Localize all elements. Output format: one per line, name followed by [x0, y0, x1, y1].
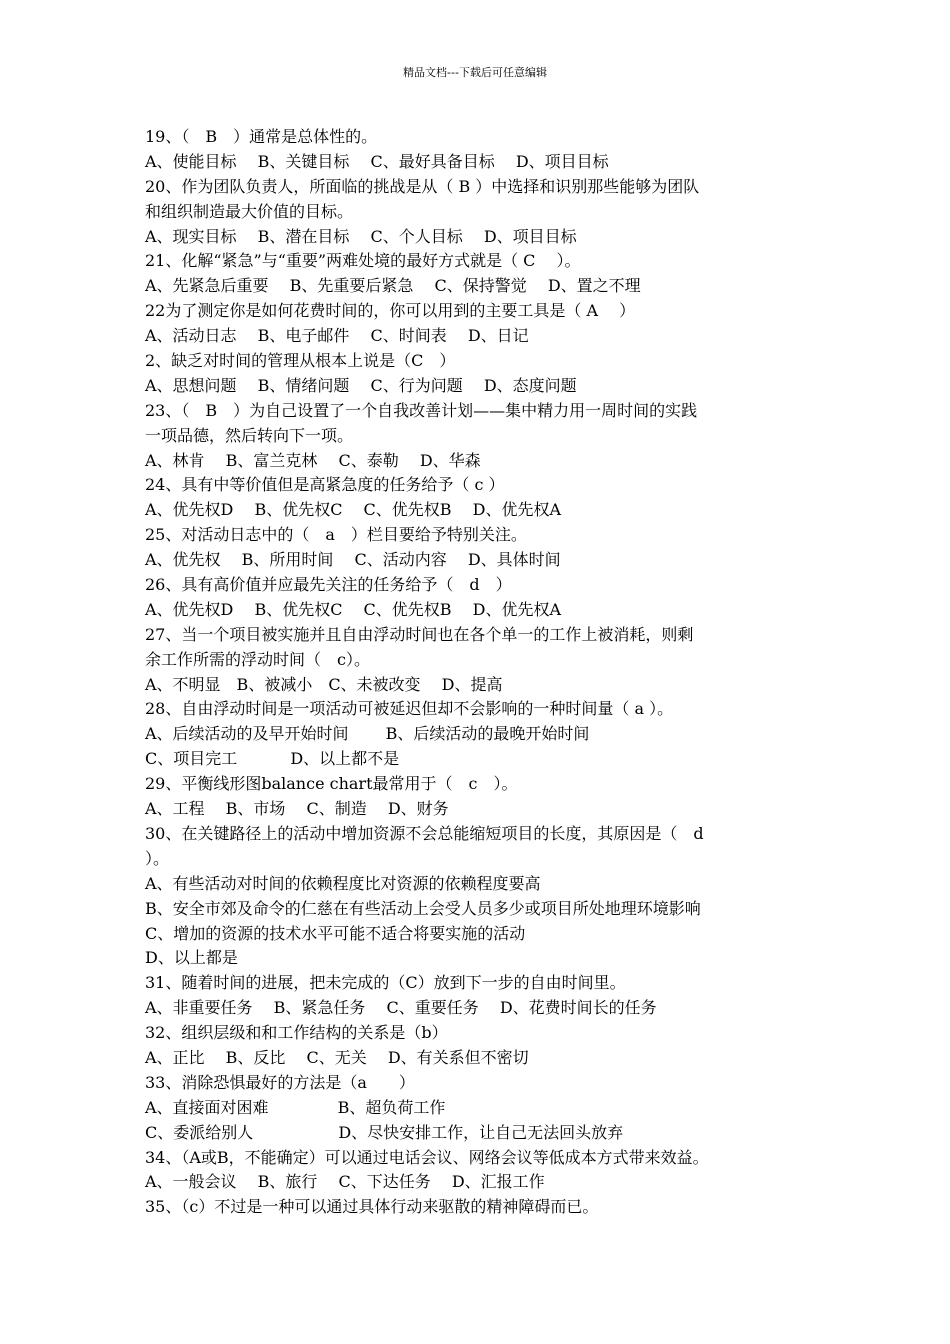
text-line: 20、作为团队负责人，所面临的挑战是从（ B ）中选择和识别那些能够为团队	[145, 176, 700, 196]
text-line: A、优先权D B、优先权C C、优先权B D、优先权A	[145, 599, 562, 619]
text-line: A、后续活动的及早开始时间 B、后续活动的最晚开始时间	[145, 724, 590, 744]
text-line: 和组织制造最大价值的目标。	[145, 201, 354, 221]
text-line: 33、消除恐惧最好的方法是（a ）	[145, 1072, 415, 1092]
page-header: 精品文档---下载后可任意编辑	[403, 66, 547, 79]
text-line: A、优先权 B、所用时间 C、活动内容 D、具体时间	[145, 550, 561, 570]
text-line: D、以上都是	[145, 948, 238, 968]
text-line: A、活动日志 B、电子邮件 C、时间表 D、日记	[145, 326, 529, 346]
text-line: 29、平衡线形图balance chart最常用于（ c ）。	[145, 774, 518, 794]
text-line: A、有些活动对时间的依赖程度比对资源的依赖程度要高	[145, 873, 541, 893]
text-line: 24、具有中等价值但是高紧急度的任务给予（ c ）	[145, 475, 505, 495]
text-line: A、使能目标 B、关键目标 C、最好具备目标 D、项目目标	[145, 151, 609, 171]
document-body	[145, 125, 825, 1220]
text-line: C、项目完工 D、以上都不是	[145, 749, 400, 769]
text-line: 34、（A或B，不能确定）可以通过电话会议、网络会议等低成本方式带来效益。	[145, 1147, 709, 1167]
text-line: A、先紧急后重要 B、先重要后紧急 C、保持警觉 D、置之不理	[145, 276, 641, 296]
text-line: ）。	[145, 848, 170, 868]
text-line: A、直接面对困难 B、超负荷工作	[145, 1097, 446, 1117]
text-line: 25、对活动日志中的（ a ）栏目要给予特别关注。	[145, 525, 527, 545]
text-line: 19、（ B ）通常是总体性的。	[145, 127, 378, 146]
text-line: C、委派给别人 D、尽快安排工作，让自己无法回头放弃	[145, 1122, 624, 1142]
text-line: 35、（c）不过是一种可以通过具体行动来驱散的精神障碍而已。	[145, 1197, 599, 1217]
text-line: A、非重要任务 B、紧急任务 C、重要任务 D、花费时间长的任务	[145, 998, 657, 1018]
text-line: 28、自由浮动时间是一项活动可被延迟但却不会影响的一种时间量（ a ）。	[145, 699, 674, 719]
text-line: A、思想问题 B、情绪问题 C、行为问题 D、态度问题	[145, 375, 577, 395]
text-line: C、增加的资源的技术水平可能不适合将要实施的活动	[145, 923, 526, 943]
text-line: A、不明显 B、被减小 C、未被改变 D、提高	[145, 674, 503, 694]
text-line: 2、缺乏对时间的管理从根本上说是（C ）	[145, 351, 456, 371]
text-line: 21、化解“紧急”与“重要”两难处境的最好方式就是（ C ）。	[145, 251, 581, 271]
text-line: A、正比 B、反比 C、无关 D、有关系但不密切	[145, 1047, 529, 1067]
text-line: A、工程 B、市场 C、制造 D、财务	[145, 799, 449, 819]
text-line: 32、组织层级和和工作结构的关系是（b）	[145, 1023, 448, 1043]
text-line: 一项品德，然后转向下一项。	[145, 425, 354, 445]
text-line: 26、具有高价值并应最先关注的任务给予（ d ）	[145, 575, 512, 595]
text-line: A、优先权D B、优先权C C、优先权B D、优先权A	[145, 500, 562, 520]
text-line: A、现实目标 B、潜在目标 C、个人目标 D、项目目标	[145, 226, 577, 246]
text-line: B、安全市郊及命令的仁慈在有些活动上会受人员多少或项目所处地理环境影响	[145, 898, 701, 918]
text-line: 22为了测定你是如何花费时间的，你可以用到的主要工具是（ A ）	[145, 301, 636, 321]
text-line: A、一般会议 B、旅行 C、下达任务 D、汇报工作	[145, 1172, 545, 1192]
text-line: 30、在关键路径上的活动中增加资源不会总能缩短项目的长度，其原因是（ d	[145, 823, 704, 843]
text-line: 27、当一个项目被实施并且自由浮动时间也在各个单一的工作上被消耗，则剩	[145, 624, 694, 644]
text-line: 余工作所需的浮动时间（ c）。	[145, 649, 370, 669]
text-line: 23、（ B ）为自己设置了一个自我改善计划——集中精力用一周时间的实践	[145, 400, 698, 420]
text-line: 31、随着时间的进展，把未完成的（C）放到下一步的自由时间里。	[145, 973, 626, 993]
text-line: A、林肯 B、富兰克林 C、泰勒 D、华森	[145, 450, 481, 470]
